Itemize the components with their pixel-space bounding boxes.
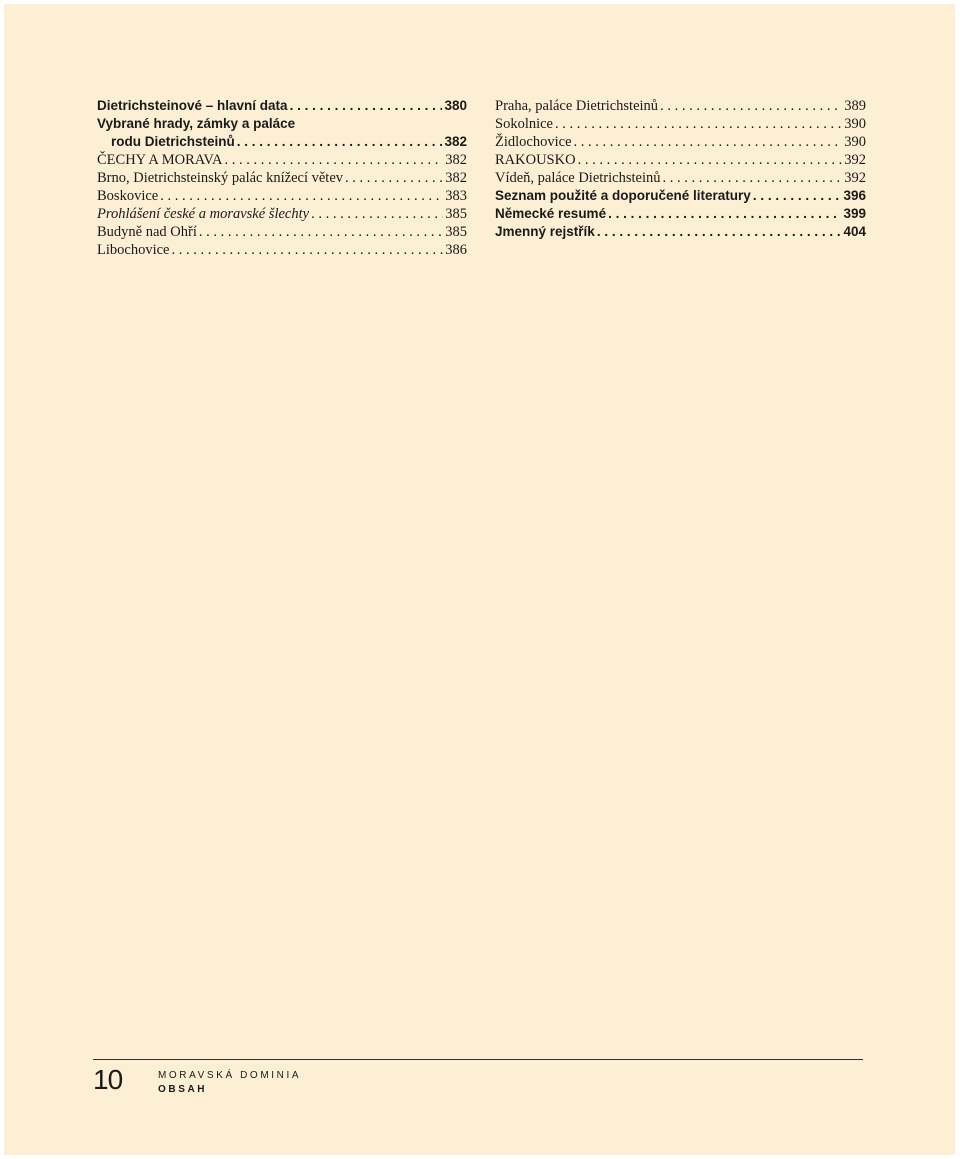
toc-entry <box>97 151 467 169</box>
toc-entry-page: 382 <box>445 152 467 168</box>
toc-entry-page: 382 <box>444 134 467 149</box>
toc-entry <box>97 187 467 205</box>
toc-entry <box>495 133 866 151</box>
toc-entry-page: 380 <box>444 98 467 113</box>
dot-leader <box>224 151 443 169</box>
toc-entry <box>495 169 866 187</box>
dot-leader <box>578 151 843 169</box>
footer-rule <box>93 1059 863 1060</box>
toc-entry <box>495 151 866 169</box>
toc-entry-title: Německé resumé <box>495 206 607 221</box>
toc-entry-title: Brno, Dietrichsteinský palác knížecí větev <box>97 170 344 186</box>
toc-entry-title: ČECHY A MORAVA <box>97 152 223 168</box>
dot-leader <box>662 169 842 187</box>
toc-entry-title: Prohlášení české a moravské šlechty <box>97 206 310 222</box>
footer-section-title: OBSAH <box>158 1084 208 1095</box>
dot-leader <box>171 241 443 259</box>
dot-leader <box>597 223 842 241</box>
toc-left-column <box>97 97 467 259</box>
toc-entry-page: 385 <box>445 206 467 222</box>
dot-leader <box>311 205 443 223</box>
toc-entry <box>495 97 866 115</box>
toc-entry <box>495 115 866 133</box>
toc-entry-page: 390 <box>844 134 866 150</box>
footer-publication-title: MORAVSKÁ DOMINIA <box>158 1070 302 1081</box>
toc-entry-page: 382 <box>445 170 467 186</box>
dot-leader <box>160 187 443 205</box>
toc-right-column <box>495 97 866 241</box>
toc-entry-page: 383 <box>445 188 467 204</box>
toc-entry-title: Budyně nad Ohří <box>97 224 197 240</box>
toc-entry-page: 392 <box>844 170 866 186</box>
toc-entry-page: 396 <box>843 188 866 203</box>
dot-leader <box>753 187 842 205</box>
footer-page-number: 10 <box>93 1064 123 1095</box>
toc-entry-title: Vybrané hrady, zámky a paláce <box>97 116 296 131</box>
toc-entry <box>97 223 467 241</box>
toc-entry-page: 390 <box>844 116 866 132</box>
toc-entry-title: Dietrichsteinové – hlavní data <box>97 98 288 113</box>
toc-entry <box>97 115 467 133</box>
toc-entry <box>97 169 467 187</box>
toc-entry-page: 404 <box>843 224 866 239</box>
dot-leader <box>345 169 443 187</box>
toc-entry-page: 399 <box>843 206 866 221</box>
toc-entry <box>97 133 467 151</box>
toc-entry-title: Židlochovice <box>495 134 572 150</box>
toc-entry-page: 386 <box>445 242 467 258</box>
toc-entry-title: Boskovice <box>97 188 159 204</box>
dot-leader <box>608 205 841 223</box>
toc-entry-title: Jmenný rejstřík <box>495 224 595 239</box>
toc-entry-title: Sokolnice <box>495 116 553 132</box>
toc-entry <box>495 205 866 223</box>
toc-entry <box>97 241 467 259</box>
page <box>4 4 955 1155</box>
dot-leader <box>290 97 443 115</box>
toc-entry-page: 392 <box>844 152 866 168</box>
toc-entry <box>495 223 866 241</box>
toc-entry-title: Vídeň, paláce Dietrichsteinů <box>495 170 661 186</box>
toc-entry-title: RAKOUSKO <box>495 152 576 168</box>
toc-entry-page: 385 <box>445 224 467 240</box>
toc-entry <box>97 205 467 223</box>
toc-entry-page: 389 <box>844 98 866 114</box>
toc-entry <box>97 97 467 115</box>
dot-leader <box>555 115 842 133</box>
dot-leader <box>660 97 842 115</box>
toc-entry-title: rodu Dietrichsteinů <box>111 134 235 149</box>
toc-entry-title: Seznam použité a doporučené literatury <box>495 188 751 203</box>
toc-entry-title: Libochovice <box>97 242 170 258</box>
toc-entry-title: Praha, paláce Dietrichsteinů <box>495 98 659 114</box>
dot-leader <box>199 223 443 241</box>
toc-entry <box>495 187 866 205</box>
dot-leader <box>574 133 843 151</box>
dot-leader <box>237 133 443 151</box>
